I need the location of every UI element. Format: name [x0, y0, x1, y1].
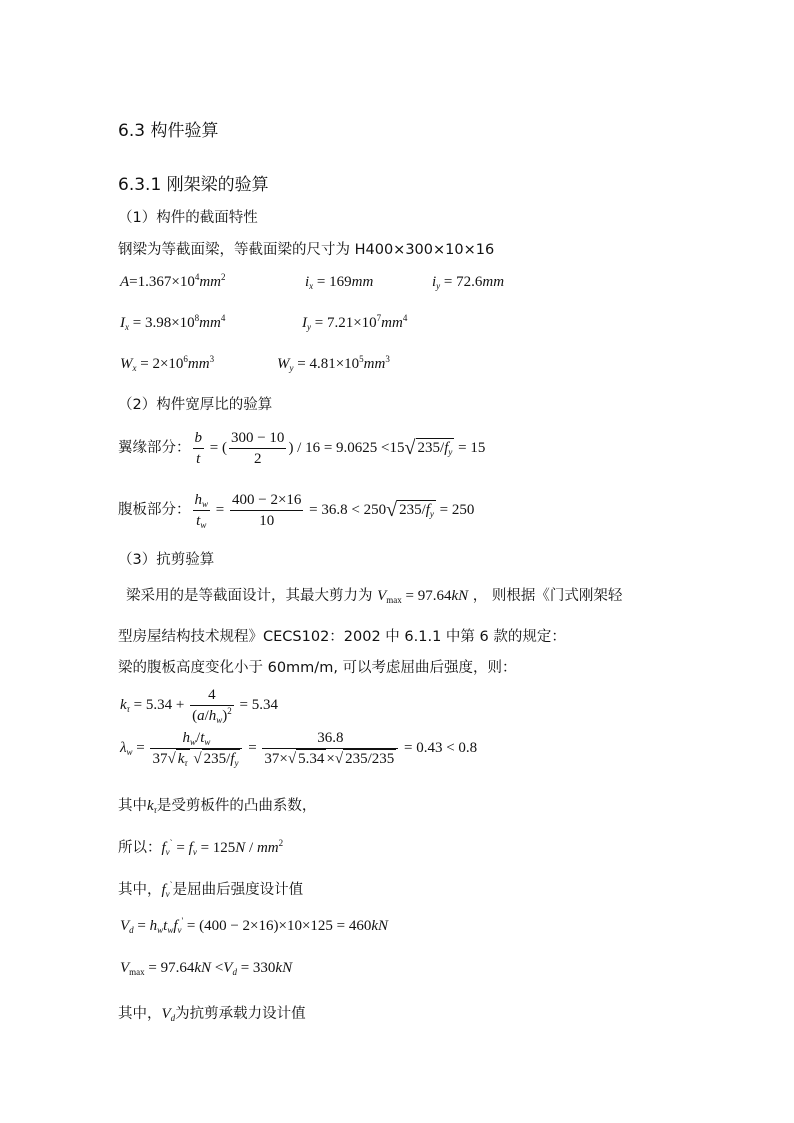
para1-end: ， 则根据《门式刚架轻	[472, 588, 623, 604]
formula-iy: $i_y = 72.6mm$	[432, 274, 505, 291]
para1-start: 梁采用的是等截面设计，其最大剪力为	[126, 588, 373, 604]
web-label: 腹板部分：	[118, 501, 191, 518]
formula-Wy: $W_y = 4.81\times 10^5mm^3$	[277, 354, 390, 373]
shear-paragraph-line2: 型房屋结构技术规程》CECS102：2002 中 6.1.1 中第 6 款的规定：	[118, 629, 566, 645]
web-check: 腹板部分： $\frac{h_w}{t_w}$ = $\frac{400 - 2\times 16}{10}$ = 36.8 < 250√ $235/f_y = 250$	[118, 492, 475, 530]
formula-k-tau: $k_\tau = 5.34$ + $\frac{4}{(a/h_w)^2}$ = 5.34	[120, 687, 278, 725]
subsection-title: 6.3.1 刚架梁的验算	[118, 175, 269, 195]
formula-area: $A=1.367\times 10^4mm^2$	[120, 272, 226, 290]
formula-fv: 所以：$f_v^` = f_v = 125N / mm^2$	[118, 838, 284, 857]
formula-Iy: $I_y = 7.21\times 10^7mm^4$	[302, 313, 408, 332]
formula-ix: $i_x = 169mm$	[305, 274, 374, 291]
note-Vd: 其中，$V_d$为抗剪承载力设计值	[118, 1006, 306, 1023]
flange-check: 翼缘部分： $\frac{b}{t}$ = ( $\frac{300 - 10}{2}$ ) / 16 = 9.0625 <15√ $235/f_y = 15$	[118, 430, 486, 467]
formula-Vd: $V_d = h_wt_wf_v' = (400 - 2\times 16)\times 10\times 125 = 460kN$	[120, 916, 389, 935]
formula-Ix: $I_x = 3.98\times 10^8mm^4$	[120, 313, 226, 332]
shear-paragraph-line3: 梁的腹板高度变化小于 60mm/m, 可以考虑屈曲后强度，则：	[118, 660, 517, 676]
part1-heading: （1）构件的截面特性	[118, 210, 258, 226]
note-k-tau: 其中$k_\tau$是受剪板件的凸曲系数，	[118, 798, 317, 815]
formula-Vmax-compare: $V_{max} = 97.64kN <V_d = 330kN$	[120, 960, 293, 977]
formula-lambda-w: $\lambda_w$ = $\frac{h_w/t_w}{37√ k_\tau √ 235/f_y}$ = $\frac{36.8}{37\times√ 5.34 \times√ 235/235}$ = 0.43 < 0.8	[120, 730, 478, 768]
part1-description: 钢梁为等截面梁，等截面梁的尺寸为 H400×300×10×16	[118, 242, 495, 258]
flange-label: 翼缘部分：	[118, 439, 191, 456]
part3-heading: （3）抗剪验算	[118, 552, 215, 568]
section-title: 6.3 构件验算	[118, 121, 219, 141]
note-fv: 其中，$f_v^`$是屈曲后强度设计值	[118, 880, 304, 899]
formula-Wx: $W_x = 2\times 10^6mm^3$	[120, 354, 215, 373]
part2-heading: （2）构件宽厚比的验算	[118, 397, 273, 413]
shear-paragraph-line1: 梁采用的是等截面设计，其最大剪力为 $V_{max} = 97.64kN$ ， 则根据《门式刚架轻	[126, 588, 623, 605]
